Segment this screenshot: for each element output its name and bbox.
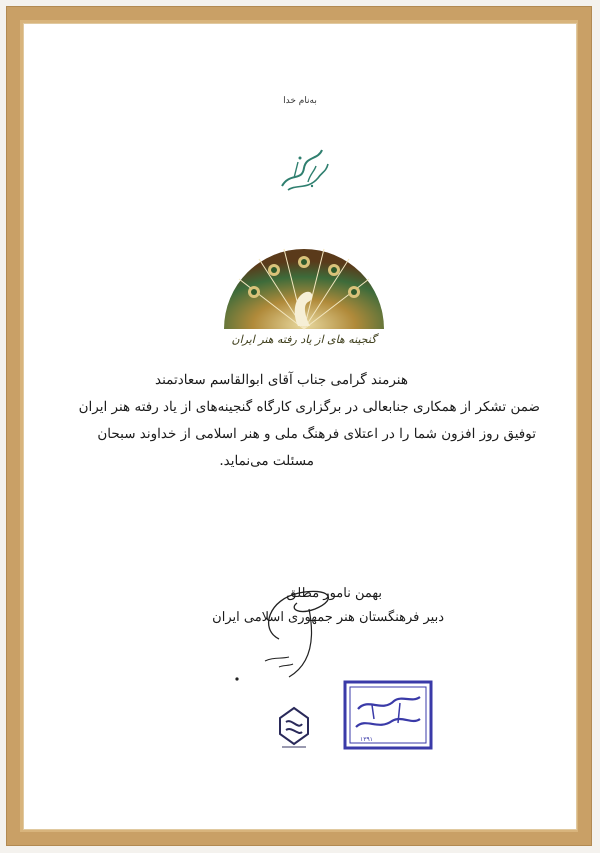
signatory-block <box>154 582 444 630</box>
letter-line: توفیق روز افزون شما را در اعتلای فرهنگ ملی و هنر اسلامی از خداوند سبحان <box>97 426 536 442</box>
calligraphy-logo-icon <box>274 142 334 198</box>
peacock-logo-text: گنجینه های از یاد رفته هنر ایران <box>231 333 377 346</box>
academy-logo-icon <box>274 704 314 752</box>
letter-line: ضمن تشکر از همکاری جنابعالی در برگزاری کارگاه گنجینه‌های از یاد رفته هنر ایران <box>78 399 540 415</box>
signatory-name: بهمن نامور مطلق <box>286 586 382 601</box>
invocation-text: به‌نام خدا <box>283 96 317 106</box>
official-stamp-icon <box>342 679 434 751</box>
salutation: هنرمند گرامی جناب آقای ابوالقاسم سعادتمند <box>155 372 408 388</box>
peacock-logo-icon <box>214 234 394 349</box>
certificate-paper <box>24 24 576 829</box>
letter-body <box>54 367 546 475</box>
signatory-title: دبیر فرهنگستان هنر جمهوری اسلامی ایران <box>212 610 444 625</box>
stamp-year: ۱۳۹۱ <box>360 736 373 743</box>
letter-line: مسئلت می‌نماید. <box>219 453 314 469</box>
